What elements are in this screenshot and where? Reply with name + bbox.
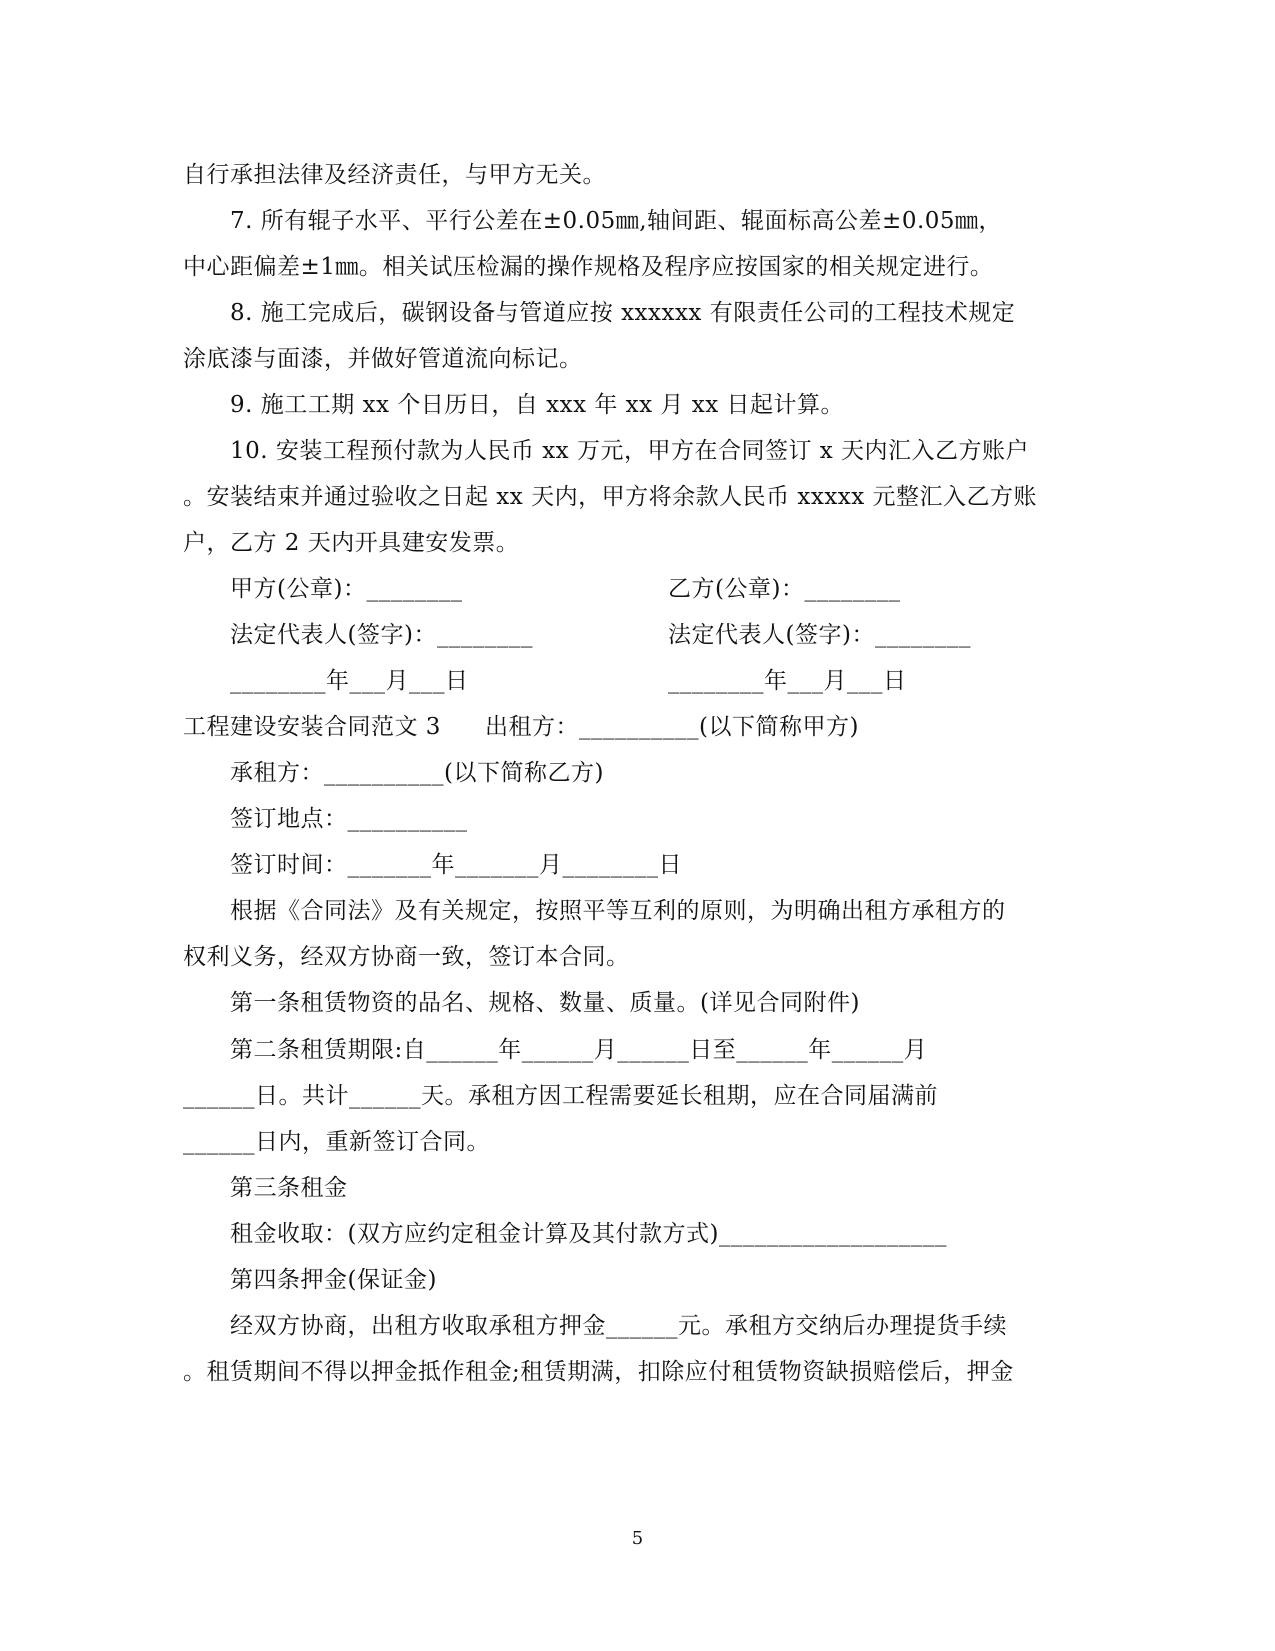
signing-time-line: 签订时间：_______年_______月________日	[230, 852, 682, 878]
lessor-line: 出租方：__________(以下简称甲方)	[485, 714, 859, 740]
text-line-30: 经双方协商，出租方收取承租方押金______元。承租方交纳后办理提货手续	[230, 1313, 1007, 1339]
article-2-line-3: ______日内，重新签订合同。	[183, 1129, 490, 1155]
page-number: 5	[631, 1528, 644, 1549]
text-line-7: 10. 安装工程预付款为人民币 xx 万元，甲方在合同签订 x 天内汇入乙方账户	[230, 438, 1030, 464]
text-line-22: 权利义务，经双方协商一致，签订本合同。	[183, 944, 630, 970]
text-line-8: 。安装结束并通过验收之日起 xx 天内，甲方将余款人民币 xxxxx 元整汇入乙方账	[183, 484, 1038, 510]
article-2-line-2: ______日。共计______天。承租方因工程需要延长租期，应在合同届满前	[183, 1083, 938, 1109]
party-a-date: ________年___月___日	[230, 668, 469, 694]
article-3-heading: 第三条租金	[230, 1175, 348, 1201]
party-a-seal: 甲方(公章)：________	[230, 576, 463, 602]
lessee-line: 承租方：__________(以下简称乙方)	[230, 760, 604, 786]
rent-collection-line: 租金收取：(双方应约定租金计算及其付款方式)___________________	[230, 1221, 947, 1247]
text-line-5: 涂底漆与面漆，并做好管道流向标记。	[183, 346, 583, 372]
article-1: 第一条租赁物资的品名、规格、数量、质量。(详见合同附件)	[230, 990, 860, 1016]
text-line-31: 。租赁期间不得以押金抵作租金;租赁期满，扣除应付租赁物资缺损赔偿后，押金	[183, 1359, 1014, 1385]
text-line-4: 8. 施工完成后，碳钢设备与管道应按 xxxxxx 有限责任公司的工程技术规定	[230, 300, 1016, 326]
party-a-representative: 法定代表人(签字)：________	[230, 622, 533, 648]
text-line-1: 自行承担法律及经济责任，与甲方无关。	[183, 162, 606, 188]
text-line-9: 户，乙方 2 天内开具建安发票。	[183, 530, 520, 556]
article-2-line-1: 第二条租赁期限:自______年______月______日至______年______月	[230, 1037, 928, 1063]
text-line-6: 9. 施工工期 xx 个日历日，自 xxx 年 xx 月 xx 日起计算。	[230, 392, 844, 418]
party-b-seal: 乙方(公章)：________	[668, 576, 901, 602]
signing-place-line: 签订地点：__________	[230, 806, 468, 832]
party-b-date: ________年___月___日	[668, 668, 907, 694]
party-b-representative: 法定代表人(签字)：________	[668, 622, 971, 648]
section-title: 工程建设安装合同范文 3	[183, 714, 441, 740]
text-line-2: 7. 所有辊子水平、平行公差在±0.05㎜,轴间距、辊面标高公差±0.05㎜，	[230, 208, 1003, 234]
text-line-3: 中心距偏差±1㎜。相关试压检漏的操作规格及程序应按国家的相关规定进行。	[183, 254, 994, 280]
article-4-heading: 第四条押金(保证金)	[230, 1267, 437, 1293]
text-line-21: 根据《合同法》及有关规定，按照平等互利的原则，为明确出租方承租方的	[230, 898, 1006, 924]
